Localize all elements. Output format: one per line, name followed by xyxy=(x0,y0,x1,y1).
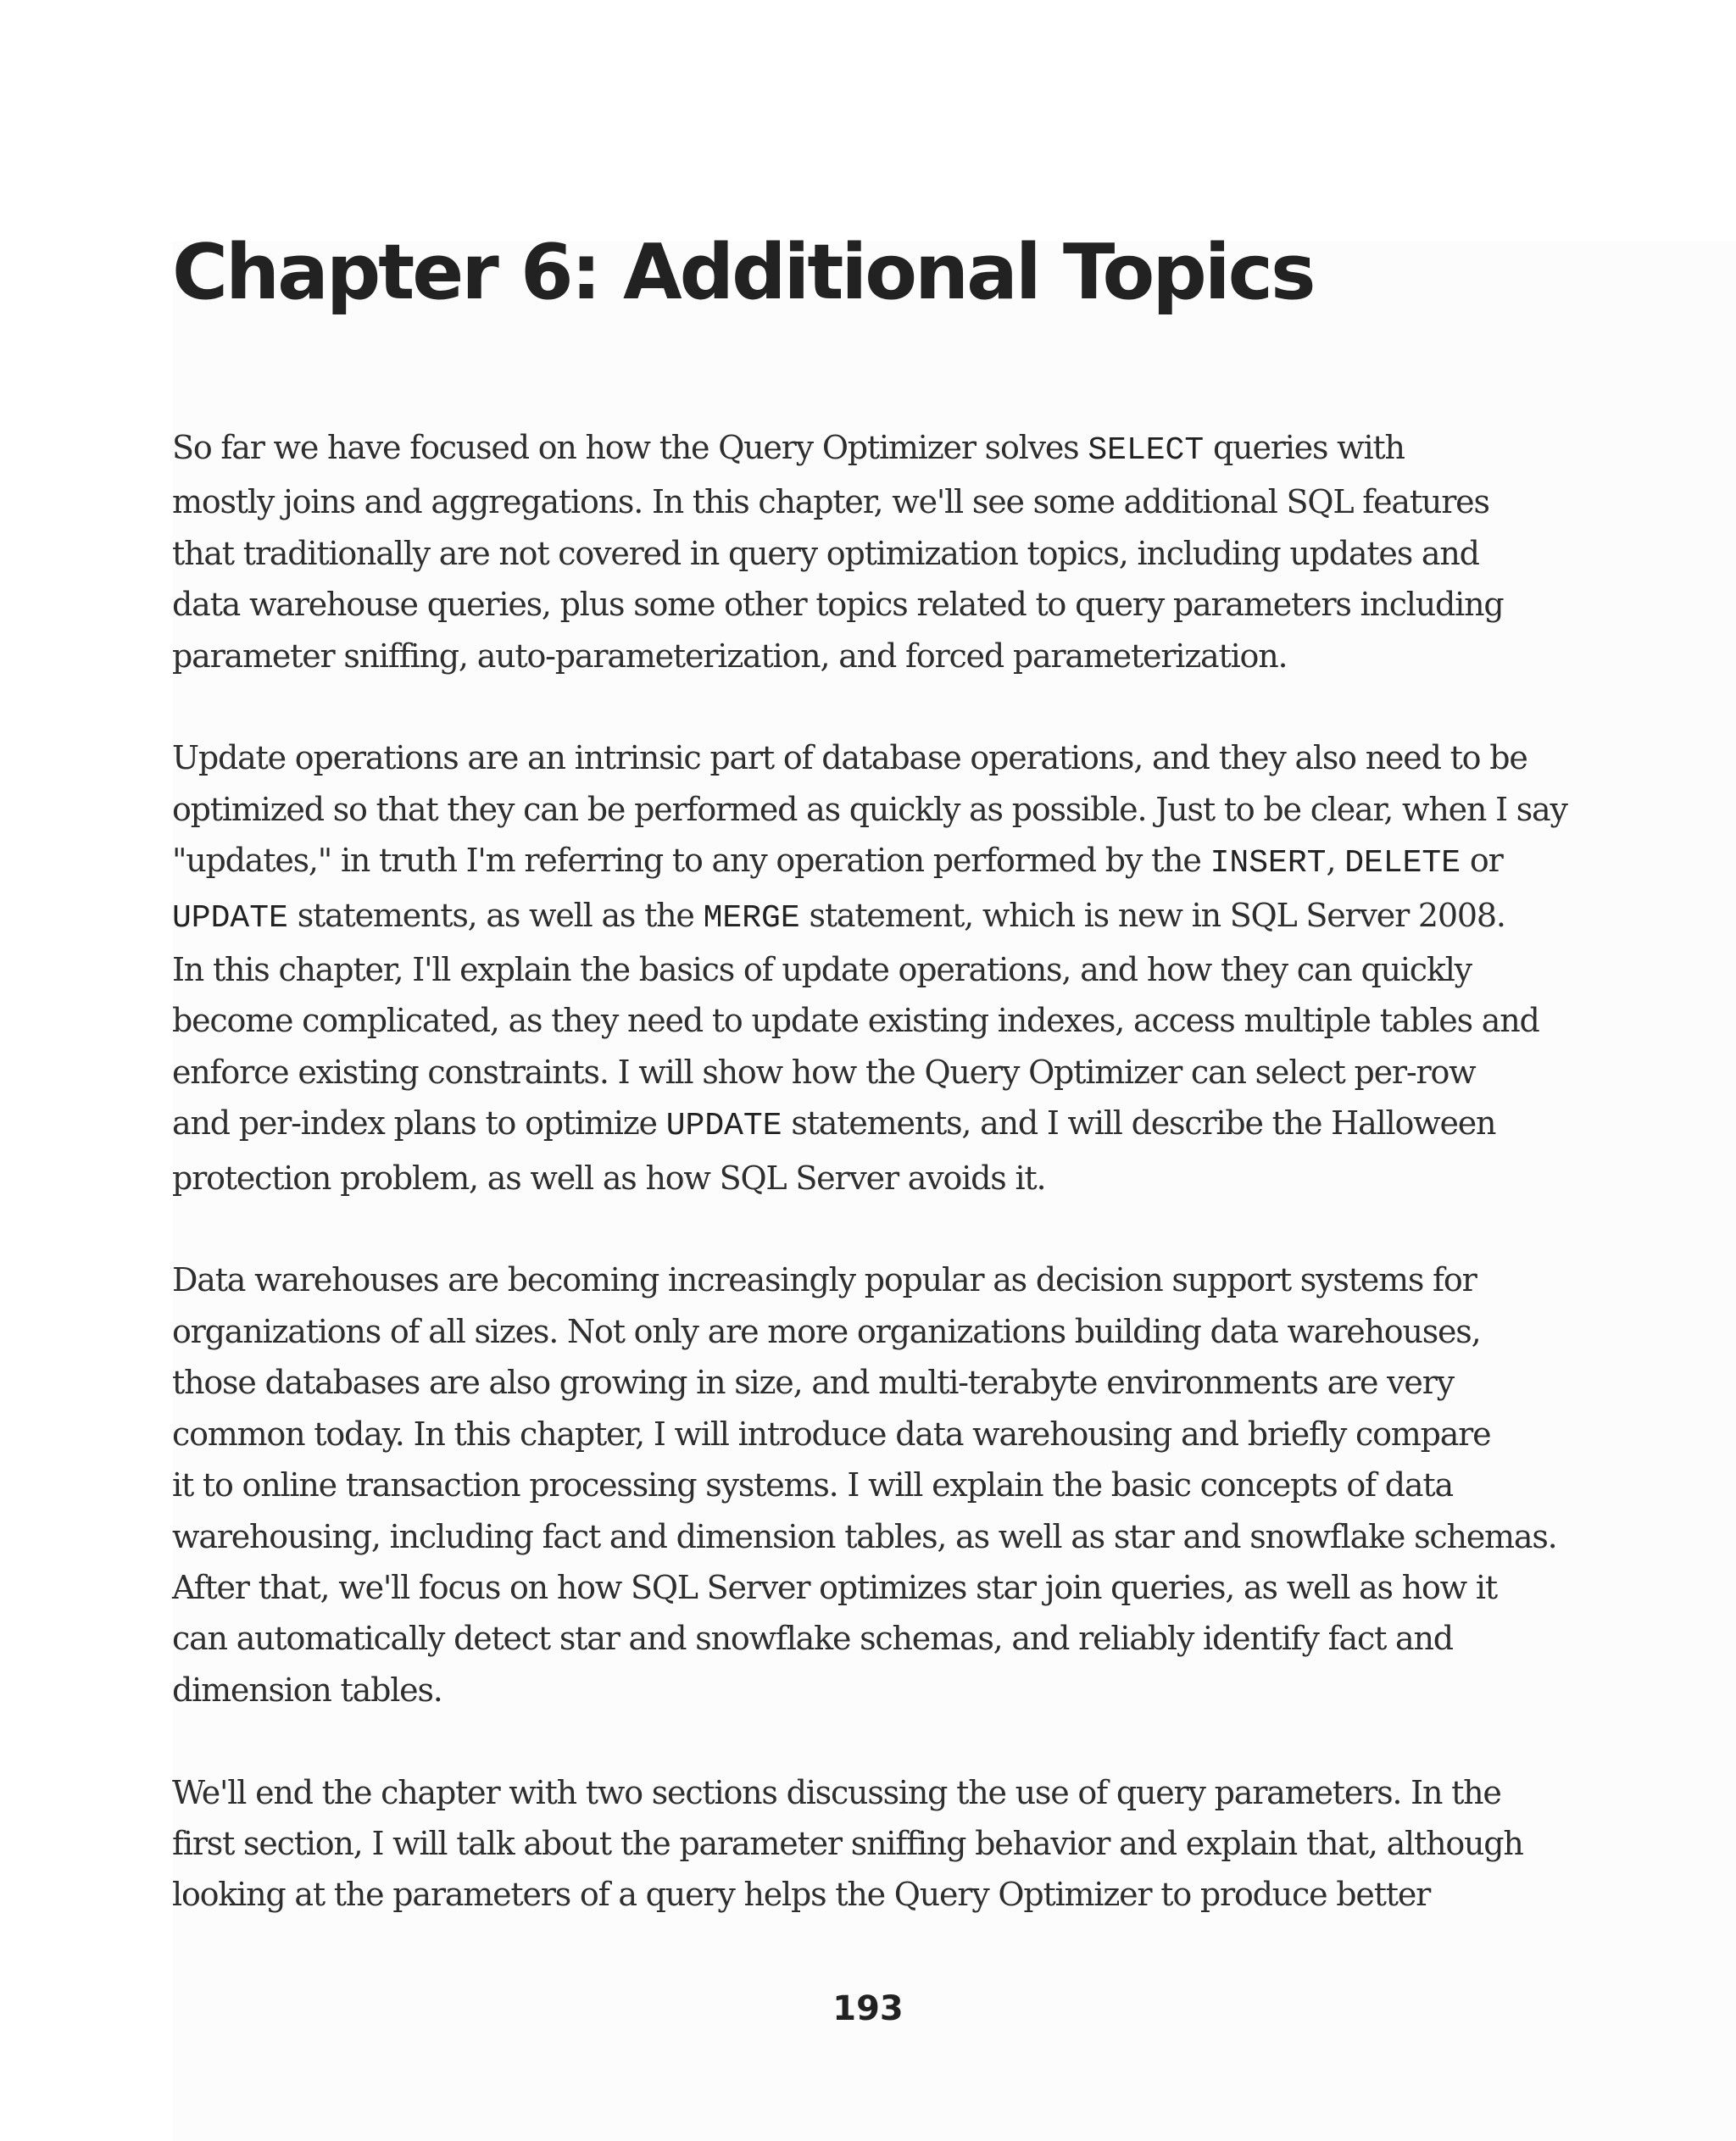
text-run: statement, which is new in SQL Server 2008. xyxy=(799,896,1505,934)
text-run: looking at the parameters of a query helps the Query Optimizer to produce better xyxy=(172,1876,1431,1914)
inline-code: MERGE xyxy=(703,899,800,937)
text-line xyxy=(172,422,1613,476)
text-run: warehousing, including fact and dimension tables, as well as star and snowflake schemas. xyxy=(172,1517,1557,1555)
inline-code: SELECT xyxy=(1088,432,1205,469)
text-line xyxy=(172,1665,1613,1716)
text-line xyxy=(172,1098,1613,1152)
text-line xyxy=(172,1254,1613,1305)
text-run: common today. In this chapter, I will introduce data warehousing and briefly compare xyxy=(172,1415,1491,1453)
inline-code: DELETE xyxy=(1344,845,1461,882)
text-line xyxy=(172,1511,1613,1562)
text-run: protection problem, as well as how SQL Server avoids it. xyxy=(172,1159,1046,1197)
text-line xyxy=(172,579,1613,630)
text-line xyxy=(172,944,1613,995)
text-line xyxy=(172,528,1613,579)
text-run: or xyxy=(1461,842,1503,880)
text-line xyxy=(172,1306,1613,1357)
text-line xyxy=(172,890,1613,944)
text-run: can automatically detect star and snowflake schemas, and reliably identify fact and xyxy=(172,1620,1453,1658)
text-line xyxy=(172,995,1613,1046)
inline-code: UPDATE xyxy=(665,1108,782,1145)
text-run: Data warehouses are becoming increasingly popular as decision support systems for xyxy=(172,1261,1477,1299)
text-line xyxy=(172,1153,1613,1204)
text-line xyxy=(172,476,1613,527)
text-line xyxy=(172,1869,1613,1920)
text-run: parameter sniffing, auto-parameterization, and forced parameterization. xyxy=(172,637,1288,675)
text-run: it to online transaction processing systems. I will explain the basic concepts of data xyxy=(172,1466,1453,1504)
text-run: that traditionally are not covered in query optimization topics, including updates and xyxy=(172,534,1479,572)
text-line xyxy=(172,1562,1613,1613)
inline-code: INSERT xyxy=(1210,845,1327,882)
text-line xyxy=(172,1460,1613,1510)
text-run: In this chapter, I'll explain the basics of update operations, and how they can quickly xyxy=(172,951,1472,989)
inline-code: UPDATE xyxy=(172,899,288,937)
text-run: optimized so that they can be performed as quickly as possible. Just to be clear, when I say xyxy=(172,790,1567,828)
page-number: 193 xyxy=(832,1989,904,2028)
text-run: dimension tables. xyxy=(172,1671,442,1709)
text-line xyxy=(172,1613,1613,1664)
text-line xyxy=(172,732,1613,783)
text-run: queries with xyxy=(1204,429,1405,466)
text-run: "updates," in truth I'm referring to any operation performed by the xyxy=(172,842,1210,880)
text-run: become complicated, as they need to update existing indexes, access multiple tables and xyxy=(172,1002,1539,1040)
text-run: , xyxy=(1326,842,1345,880)
paragraph-1 xyxy=(172,422,1613,681)
text-line xyxy=(172,835,1613,889)
text-run: and per-index plans to optimize xyxy=(172,1104,666,1143)
text-run: enforce existing constraints. I will show how the Query Optimizer can select per-row xyxy=(172,1053,1476,1091)
text-line xyxy=(172,1767,1613,1818)
text-line xyxy=(172,1357,1613,1408)
paragraph-4 xyxy=(172,1767,1613,1921)
text-run: organizations of all sizes. Not only are more organizations building data warehouses, xyxy=(172,1312,1481,1350)
text-run: After that, we'll focus on how SQL Server optimizes star join queries, as well as how it xyxy=(172,1568,1497,1606)
text-run: those databases are also growing in size, and multi-terabyte environments are very xyxy=(172,1364,1454,1402)
text-run: We'll end the chapter with two sections discussing the use of query parameters. In the xyxy=(172,1773,1501,1811)
text-run: first section, I will talk about the parameter sniffing behavior and explain that, although xyxy=(172,1824,1523,1862)
text-run: mostly joins and aggregations. In this chapter, we'll see some additional SQL features xyxy=(172,483,1489,521)
paragraph-3 xyxy=(172,1254,1613,1716)
text-run: statements, as well as the xyxy=(287,896,704,934)
text-run: data warehouse queries, plus some other topics related to query parameters including xyxy=(172,586,1504,624)
text-line xyxy=(172,1047,1613,1098)
text-line xyxy=(172,1409,1613,1460)
chapter-title: Chapter 6: Additional Topics xyxy=(172,228,1314,317)
paragraph-2 xyxy=(172,732,1613,1204)
text-run: statements, and I will describe the Halloween xyxy=(782,1104,1496,1143)
text-run: Update operations are an intrinsic part of database operations, and they also need to be xyxy=(172,739,1527,777)
text-line xyxy=(172,784,1613,835)
text-run: So far we have focused on how the Query Optimizer solves xyxy=(172,429,1088,466)
text-line xyxy=(172,631,1613,681)
text-line xyxy=(172,1818,1613,1869)
chapter-body xyxy=(172,422,1613,1971)
